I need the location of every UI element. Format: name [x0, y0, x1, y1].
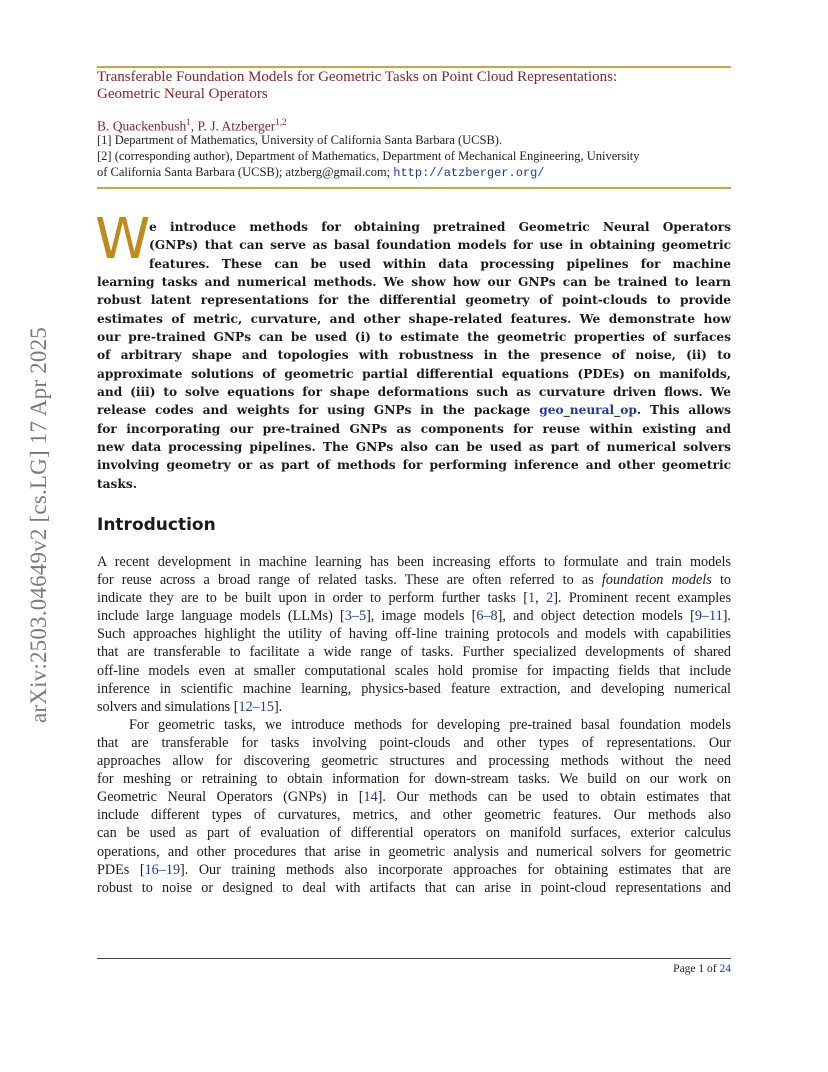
- package-link[interactable]: geo_neural_op: [539, 403, 637, 418]
- paper-title: [97, 69, 731, 103]
- body-text: ].: [273, 698, 283, 715]
- title-line-2: Geometric Neural Operators: [97, 86, 268, 102]
- body-line: that are transferable to facilitate a wide range of tasks. Further specialized developments of shared: [97, 644, 731, 661]
- body-line: approaches allow for discovering geometric structures and processing methods without the need: [97, 753, 731, 770]
- body-line: For geometric tasks, we introduce methods for developing pre-trained basal foundation models: [129, 716, 731, 733]
- abstract-line: and (iii) to solve equations for shape deformations such as curvature driven flows. We: [97, 385, 731, 400]
- body-line: can be used as part of evaluation of differential operators on manifold surfaces, exterior calculus: [97, 825, 731, 842]
- body-text: ]. Our methods can be used to obtain estimates that: [377, 789, 731, 806]
- body-line: [97, 861, 731, 879]
- body-text: Geometric Neural Operators (GNPs) in [: [97, 789, 364, 806]
- body-text: to: [711, 572, 731, 589]
- body-text: ], image models [: [366, 608, 477, 625]
- abstract-line: of arbitrary shape and topologies with robustness in the presence of noise, (ii) to: [97, 348, 731, 363]
- abstract-line: e introduce methods for obtaining pretrained Geometric Neural Operators: [149, 220, 731, 234]
- affiliation-2-continued: [97, 164, 731, 181]
- citation-link[interactable]: 14: [363, 789, 378, 806]
- abstract-line: tasks.: [97, 476, 137, 491]
- abstract-text: release codes and weights for using GNPs in the package: [97, 403, 540, 418]
- body-line: operations, and other procedures that arise in geometric analysis and numerical solvers for geometric: [97, 843, 731, 860]
- body-line: A recent development in machine learning has been increasing efforts to formulate and train models: [97, 554, 731, 570]
- of-label: of: [704, 963, 720, 975]
- abstract-line: (GNPs) that can serve as basal foundation models for use in obtaining geometric: [149, 238, 731, 253]
- abstract-dropcap: W: [95, 207, 151, 272]
- body-line: inference in scientific machine learning, physics-based feature extraction, and developing numerical: [97, 680, 731, 697]
- affiliation-contact-text: of California Santa Barbara (UCSB); atzberg@gmail.com;: [97, 165, 394, 179]
- body-text: ], and object detection models [: [497, 608, 695, 625]
- body-line: [97, 698, 731, 716]
- citation-link[interactable]: 1: [528, 590, 536, 607]
- author-2: P. J. Atzberger: [197, 118, 276, 134]
- body-text: indicate they are to be built upon in order to perform further tasks [: [97, 590, 529, 607]
- body-line: off-line models even at smaller computational scales hold promise for impacting fields that include: [97, 662, 731, 679]
- body-text: ].: [722, 608, 731, 625]
- abstract-line: robust latent representations for the differential geometry of point-clouds to provide: [97, 293, 731, 308]
- body-text: solvers and simulations [: [97, 698, 239, 715]
- abstract: [97, 218, 731, 493]
- citation-link[interactable]: 2: [546, 590, 554, 607]
- author-1: B. Quackenbush: [97, 118, 187, 134]
- abstract-line: involving geometry or as part of methods for performing inference and other geometric: [97, 458, 731, 473]
- body-line: [97, 571, 731, 589]
- body-line: [97, 589, 731, 607]
- body-line: robust to noise or designed to deal with artifacts that can arise in point-cloud representations and: [97, 879, 731, 896]
- abstract-line: our pre-trained GNPs can be used (i) to estimate the geometric properties of surfaces: [97, 330, 731, 345]
- author-2-affil-sup: 1,2: [275, 117, 287, 127]
- body-text: ,: [535, 590, 547, 607]
- citation-link[interactable]: 12–15: [238, 698, 274, 715]
- introduction-body: [97, 553, 731, 897]
- affiliation-2: [2] (corresponding author), Department of Mathematics, Department of Mechanical Engineering, University: [97, 149, 640, 163]
- citation-link[interactable]: 16–19: [144, 861, 181, 878]
- body-text: ]. Our training methods also incorporate approaches for obtaining estimates that are: [180, 861, 731, 878]
- author-1-affil-sup: 1: [186, 117, 191, 127]
- abstract-line: [97, 401, 731, 419]
- body-text: for reuse across a broad range of related tasks. These are often referred to as: [97, 572, 602, 589]
- body-line: [97, 788, 731, 806]
- header-top-rule: [97, 66, 731, 68]
- author-separator: ,: [190, 118, 198, 134]
- body-line: for meshing or retraining to obtain information for down-stream tasks. We build on our work on: [97, 771, 731, 788]
- body-line: [97, 607, 731, 625]
- arxiv-identifier-text: arXiv:2503.04649v2 [cs.LG] 17 Apr 2025: [26, 327, 51, 723]
- current-page-number: 1: [698, 963, 705, 975]
- abstract-line: for incorporating our pre-trained GNPs as components for reuse within existing and: [97, 421, 731, 436]
- affiliation-1: [1] Department of Mathematics, University of California Santa Barbara (UCSB).: [97, 133, 503, 147]
- abstract-line: estimates of metric, curvature, and other shape-related features. We demonstrate how: [97, 311, 731, 326]
- citation-link[interactable]: 6–8: [476, 608, 498, 625]
- author-homepage-link[interactable]: http://atzberger.org/: [393, 166, 545, 180]
- abstract-line: learning tasks and numerical methods. We show how our GNPs can be trained to learn: [97, 275, 731, 290]
- page-footer: [673, 963, 731, 975]
- page-label: Page: [673, 963, 699, 975]
- abstract-text: . This allows: [636, 403, 731, 418]
- body-line: that are transferable for tasks involving point-clouds and other types of representations. Our: [97, 734, 731, 751]
- body-line: include different types of curvatures, metrics, and other geometric features. Our methods also: [97, 807, 731, 824]
- body-line: Such approaches highlight the utility of having off-line training protocols and models with capabilities: [97, 626, 731, 643]
- footer-rule: [97, 958, 731, 959]
- abstract-line: approximate solutions of geometric partial differential equations (PDEs) on manifolds,: [97, 366, 731, 381]
- body-text: ]. Prominent recent examples: [553, 590, 731, 607]
- total-pages-link[interactable]: 24: [719, 963, 731, 975]
- abstract-line: features. These can be used within data processing pipelines for machine: [149, 256, 731, 271]
- abstract-line: new data processing pipelines. The GNPs also can be used as part of numerical solvers: [97, 440, 731, 455]
- arxiv-identifier-stamp: [24, 290, 54, 760]
- body-text: include large language models (LLMs) [: [97, 608, 345, 625]
- emphasis-foundation-models: foundation models: [601, 572, 712, 589]
- citation-link[interactable]: 9–11: [694, 608, 723, 625]
- body-text: PDEs [: [97, 861, 145, 878]
- section-heading-introduction: Introduction: [97, 515, 216, 535]
- header-bottom-rule: [97, 187, 731, 189]
- title-line-1: Transferable Foundation Models for Geometric Tasks on Point Cloud Representations:: [97, 69, 618, 85]
- citation-link[interactable]: 3–5: [344, 608, 367, 625]
